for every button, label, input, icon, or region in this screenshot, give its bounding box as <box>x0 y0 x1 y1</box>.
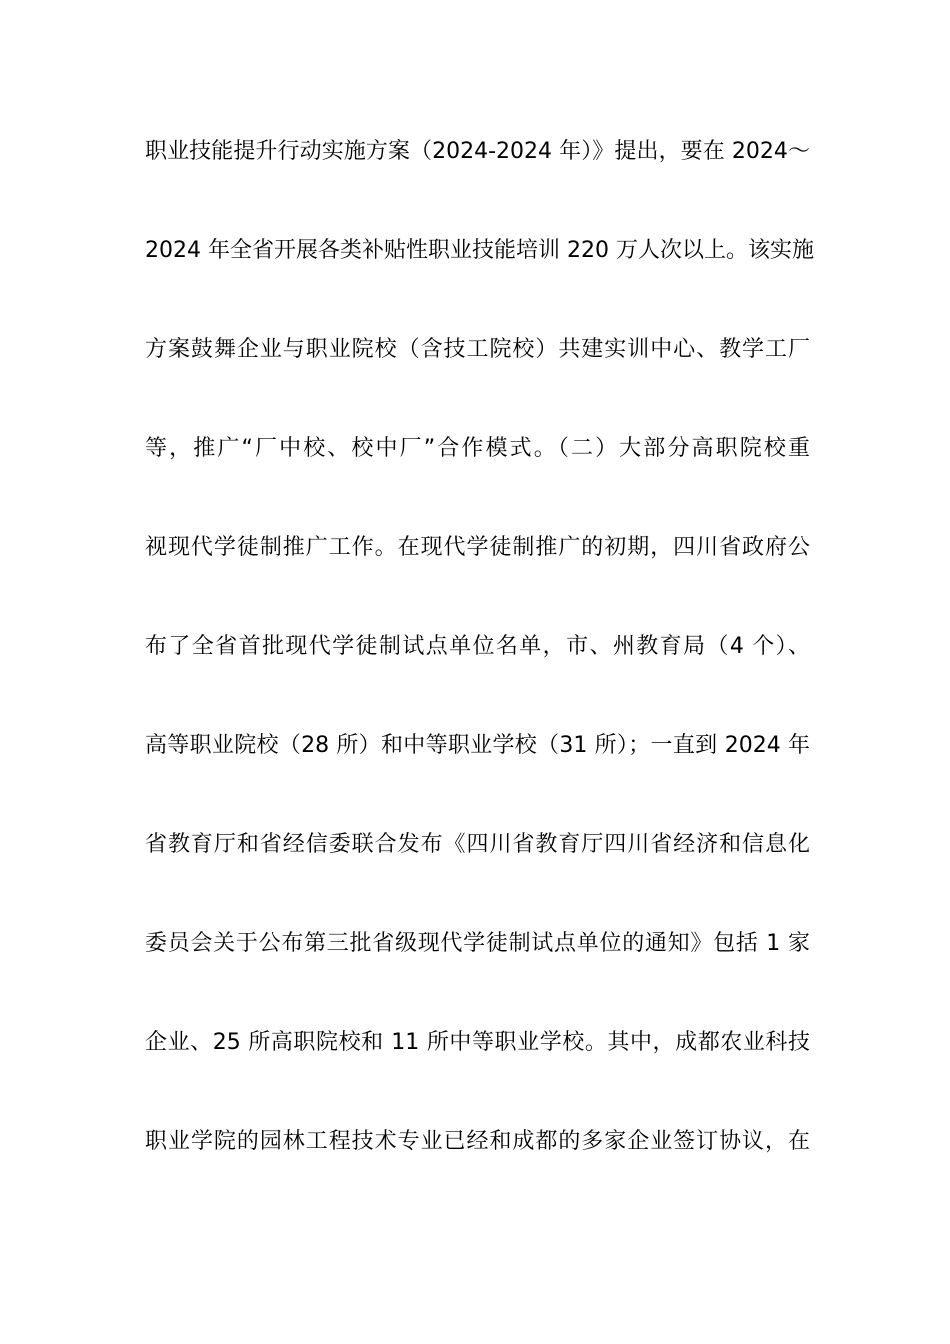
text-line: 职业学院的园林工程技术专业已经和成都的多家企业签订协议，在 <box>145 1129 810 1154</box>
text-line: 企业、25 所高职院校和 11 所中等职业学校。其中，成都农业科技 <box>145 1030 810 1055</box>
text-line: 省教育厅和省经信委联合发布《四川省教育厅四川省经济和信息化 <box>145 832 810 857</box>
body-paragraph <box>145 133 814 1222</box>
text-line: 2024 年全省开展各类补贴性职业技能培训 220 万人次以上。该实施 <box>145 238 814 263</box>
text-line: 布了全省首批现代学徒制试点单位名单，市、州教育局（4 个）、 <box>145 634 810 659</box>
text-line: 方案鼓舞企业与职业院校（含技工院校）共建实训中心、教学工厂 <box>145 337 810 362</box>
text-line: 委员会关于公布第三批省级现代学徒制试点单位的通知》包括 1 家 <box>145 931 810 956</box>
text-line: 职业技能提升行动实施方案（2024-2024 年）》提出，要在 2024～ <box>145 139 810 164</box>
text-line: 高等职业院校（28 所）和中等职业学校（31 所）；一直到 2024 年 <box>145 733 810 758</box>
text-line: 等，推广“厂中校、校中厂”合作模式。（二）大部分高职院校重 <box>145 436 810 461</box>
text-line: 视现代学徒制推广工作。在现代学徒制推广的初期，四川省政府公 <box>145 535 810 560</box>
